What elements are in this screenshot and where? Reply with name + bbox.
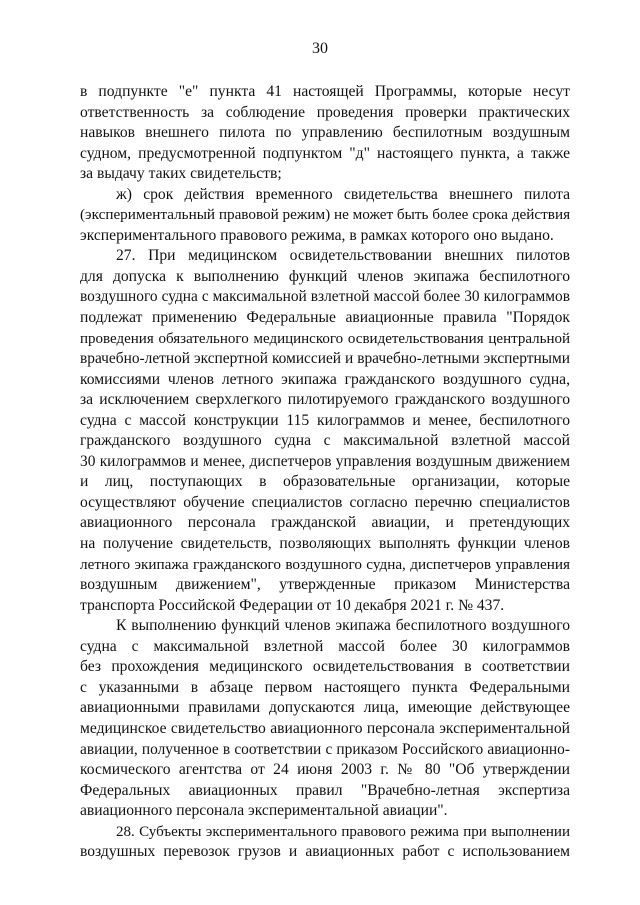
text-line: 27. При медицинском освидетельствовании внешних пилотов xyxy=(116,247,570,265)
text-line: проведения обязательного медицинского освидетельствования центральной xyxy=(80,330,570,347)
text-line: судна с массой конструкции 115 килограммов и менее, беспилотного xyxy=(80,411,570,429)
text-line: судном, предусмотренной подпунктом "д" настоящего пункта, а также xyxy=(80,144,570,162)
text-line: в подпункте "е" пункта 41 настоящей Программы, которые несут xyxy=(80,83,570,100)
text-line: авиации, полученное в соответствии с приказом Российского авиационно- xyxy=(80,740,570,758)
text-line: на получение свидетельств, позволяющих выполнять функции членов xyxy=(80,535,570,553)
text-line: авиационными правилами допускаются лица, имеющие действующее xyxy=(80,699,570,717)
text-line: за исключением сверхлегкого пилотируемого гражданского воздушного xyxy=(80,391,570,409)
text-line: космического агентства от 24 июня 2003 г. № 80 "Об утверждении xyxy=(80,761,570,779)
text-line: транспорта Российской Федерации от 10 декабря 2021 г. № 437. xyxy=(80,596,505,614)
text-line: Федеральных авиационных правил "Врачебно-летная экспертиза xyxy=(80,781,570,799)
text-line: без прохождения медицинского освидетельствования в соответствии xyxy=(80,658,570,676)
text-line: К выполнению функций членов экипажа беспилотного воздушного xyxy=(116,617,570,635)
page-number: 30 xyxy=(312,40,328,57)
text-line: экспериментального правового режима, в рамках которого оно выдано. xyxy=(80,226,554,244)
text-line: навыков внешнего пилота по управлению беспилотным воздушным xyxy=(80,124,570,142)
text-line: ответственность за соблюдение проведения проверки практических xyxy=(80,103,570,121)
text-line: с указанными в абзаце первом настоящего пункта Федеральными xyxy=(80,678,570,696)
text-line: и лиц, поступающих в образовательные организации, которые xyxy=(80,473,570,491)
text-line: судна с максимальной взлетной массой более 30 килограммов xyxy=(80,637,570,655)
text-line: врачебно-летной экспертной комиссией и врачебно-летными экспертными xyxy=(80,350,570,368)
text-line: воздушным движением", утвержденные приказом Министерства xyxy=(80,576,570,594)
text-line: (экспериментальный правовой режим) не может быть более срока действия xyxy=(80,206,571,224)
text-line: для допуска к выполнению функций членов экипажа беспилотного xyxy=(80,267,570,285)
text-line: за выдачу таких свидетельств; xyxy=(80,165,282,183)
text-line: 30 килограммов и менее, диспетчеров управления воздушным движением xyxy=(80,452,570,470)
text-line: воздушного судна с максимальной взлетной массой более 30 килограммов xyxy=(80,288,570,306)
text-line: медицинское свидетельство авиационного персонала экспериментальной xyxy=(80,719,570,737)
text-line: гражданского воздушного судна с максимальной взлетной массой xyxy=(80,432,570,450)
text-line: воздушных перевозок грузов и авиационных работ с использованием xyxy=(80,843,570,861)
text-line: летного экипажа гражданского воздушного судна, диспетчеров управления xyxy=(80,555,570,573)
text-line: ж) срок действия временного свидетельства внешнего пилота xyxy=(116,185,570,203)
text-line: авиационного персонала экспериментальной авиации". xyxy=(80,802,448,820)
text-line: подлежат применению Федеральные авиационные правила "Порядок xyxy=(80,309,570,327)
text-line: осуществляют обучение специалистов согласно перечню специалистов xyxy=(80,493,570,511)
document-body xyxy=(80,82,570,863)
text-line: авиационного персонала гражданской авиации, и претендующих xyxy=(80,514,570,532)
text-line: 28. Субъекты экспериментального правового режима при выполнении xyxy=(116,823,570,840)
text-line: комиссиями членов летного экипажа гражданского воздушного судна, xyxy=(80,370,570,388)
